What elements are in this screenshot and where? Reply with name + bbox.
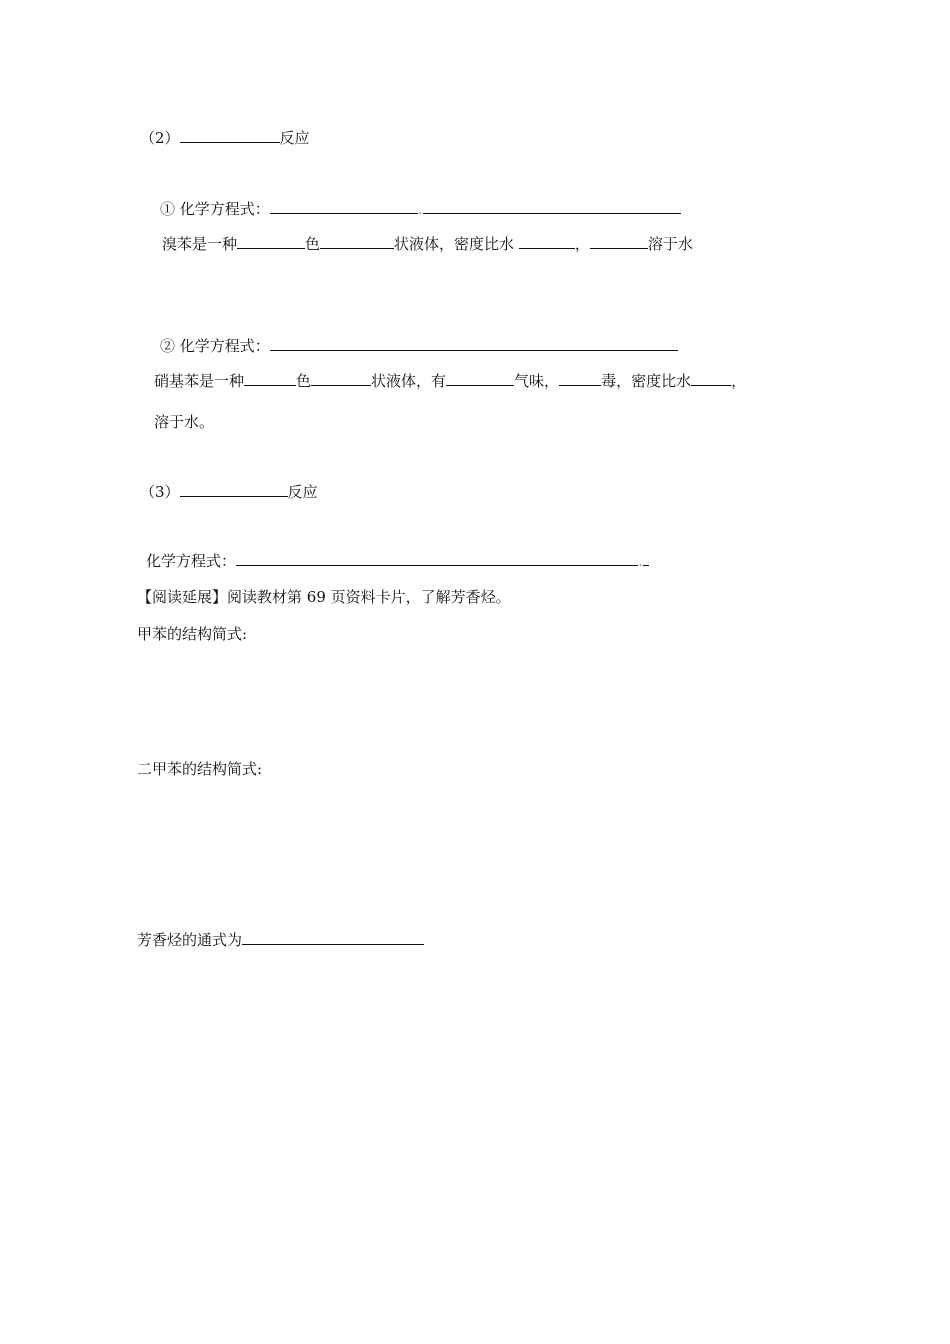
nitrobenzene-color-blank[interactable]: [244, 370, 296, 386]
nitrobenzene-text-4: 气味，: [514, 372, 560, 390]
nitrobenzene-line-2: [154, 412, 214, 432]
nitrobenzene-line: [154, 370, 746, 391]
equation1-blank-a[interactable]: [270, 198, 418, 214]
equation2-blank[interactable]: [270, 335, 678, 351]
nitrobenzene-text-7: 溶于水。: [154, 413, 215, 431]
equation1-blank-b[interactable]: [423, 198, 681, 214]
aromatic-formula-blank[interactable]: [242, 929, 424, 945]
nitrobenzene-text-3: 状液体，有: [371, 372, 447, 390]
equation1-line: [160, 198, 681, 219]
part2-line: [140, 127, 310, 148]
equation3-line: [146, 550, 649, 571]
toluene-structure-text: 甲苯的结构简式:: [137, 625, 248, 643]
equation3-blank[interactable]: [236, 550, 638, 566]
reading-extension: [137, 587, 511, 607]
part2-number: （2）: [140, 129, 180, 147]
bromobenzene-text-2: 色: [305, 235, 321, 253]
part2-blank[interactable]: [180, 127, 280, 143]
bromobenzene-line: [162, 233, 693, 254]
part3-suffix: 反应: [287, 483, 318, 501]
nitrobenzene-state-blank[interactable]: [311, 370, 371, 386]
reading-extension-text: 【阅读延展】阅读教材第 69 页资料卡片，了解芳香烃。: [137, 588, 511, 606]
nitrobenzene-text-6: ，: [731, 372, 747, 390]
bromobenzene-color-blank[interactable]: [237, 233, 305, 249]
equation2-label: ② 化学方程式：: [160, 337, 270, 355]
bromobenzene-density-blank[interactable]: [519, 233, 575, 249]
bromobenzene-solubility-blank[interactable]: [590, 233, 648, 249]
aromatic-formula-text: 芳香烃的通式为: [137, 931, 243, 949]
xylene-structure-text: 二甲苯的结构简式:: [137, 760, 263, 778]
part3-blank[interactable]: [180, 481, 288, 497]
part2-suffix: 反应: [279, 129, 310, 147]
equation1-mark: .: [417, 200, 423, 218]
aromatic-formula-line: [137, 929, 424, 950]
part3-number: （3）: [140, 483, 180, 501]
nitrobenzene-density-blank[interactable]: [691, 370, 731, 386]
nitrobenzene-odor-blank[interactable]: [446, 370, 514, 386]
equation3-mark: .: [638, 552, 643, 570]
equation3-blank-tail[interactable]: [643, 550, 649, 566]
bromobenzene-text-1: 溴苯是一种: [162, 235, 238, 253]
part3-line: [140, 481, 318, 502]
nitrobenzene-text-5: 毒，密度比水: [601, 372, 692, 390]
equation3-label: 化学方程式：: [146, 552, 237, 570]
xylene-structure-prompt: [137, 759, 262, 779]
bromobenzene-text-5: 溶于水: [647, 235, 693, 253]
equation1-label: ① 化学方程式：: [160, 200, 270, 218]
toluene-structure-prompt: [137, 624, 247, 644]
nitrobenzene-toxicity-blank[interactable]: [559, 370, 601, 386]
nitrobenzene-text-2: 色: [296, 372, 312, 390]
bromobenzene-state-blank[interactable]: [320, 233, 394, 249]
nitrobenzene-text-1: 硝基苯是一种: [154, 372, 245, 390]
bromobenzene-text-3: 状液体，密度比水: [394, 235, 515, 253]
equation2-line: [160, 335, 678, 356]
bromobenzene-text-4: ，: [574, 235, 590, 253]
